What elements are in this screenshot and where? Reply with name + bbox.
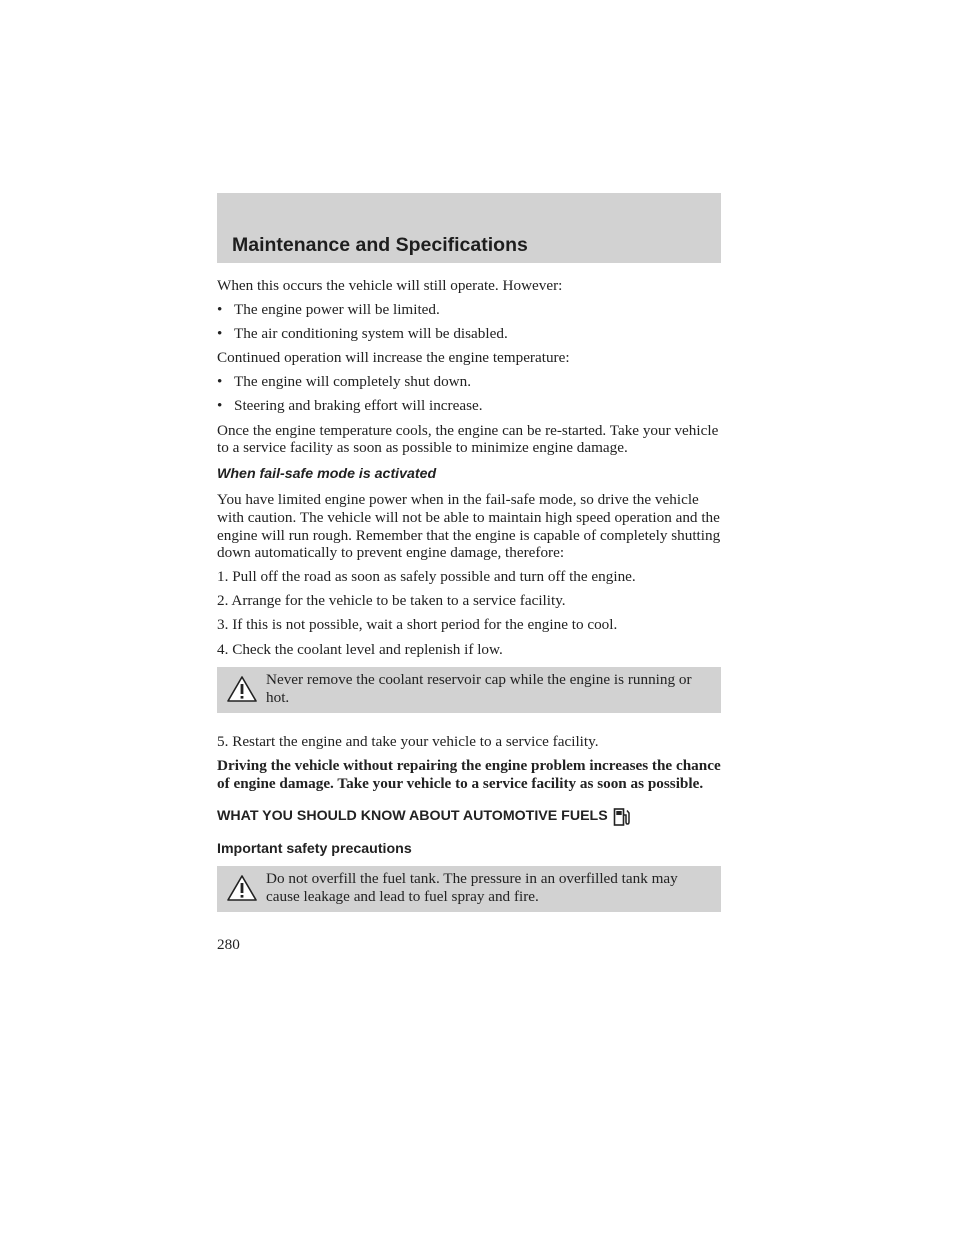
- fuel-pump-icon: [613, 807, 631, 827]
- page-body: [217, 277, 721, 954]
- step-item: 3. If this is not possible, wait a short period for the engine to cool.: [217, 616, 618, 634]
- restart-paragraph: Once the engine temperature cools, the engine can be re-started. Take your vehicle to a service facility as soon as possible to minimize engine damage.: [217, 421, 719, 457]
- warning-box-fuel: [217, 866, 721, 912]
- continued-paragraph: Continued operation will increase the engine temperature:: [217, 349, 570, 367]
- failsafe-paragraph: You have limited engine power when in the fail-safe mode, so drive the vehicle with caution. The vehicle will not be able to maintain high speed operation and the engine will run rough. Remember that the engine is capable of completely shutting down automatically to prevent engine damage, therefore:: [217, 491, 721, 562]
- step-item: 1. Pull off the road as soon as safely possible and turn off the engine.: [217, 568, 636, 586]
- bullet-item: • The engine power will be limited.: [217, 301, 440, 319]
- failsafe-heading: When fail-safe mode is activated: [217, 465, 437, 482]
- intro-paragraph: When this occurs the vehicle will still operate. However:: [217, 277, 563, 294]
- page-number: 280: [217, 936, 240, 954]
- warning-box-coolant: [217, 667, 721, 713]
- warning-text: Never remove the coolant reservoir cap while the engine is running or hot.: [266, 671, 692, 706]
- section-title: Maintenance and Specifications: [232, 234, 528, 256]
- safety-heading: Important safety precautions: [217, 840, 412, 857]
- step-item: 4. Check the coolant level and replenish if low.: [217, 640, 503, 658]
- step-item: 2. Arrange for the vehicle to be taken to a service facility.: [217, 592, 566, 610]
- bold-warning-paragraph: Driving the vehicle without repairing the engine problem increases the chance of engine damage. Take your vehicle to a service facility as soon as possible.: [217, 757, 721, 792]
- section-header: [217, 193, 721, 263]
- bullet-item: • The air conditioning system will be disabled.: [217, 325, 508, 343]
- bullet-item: • The engine will completely shut down.: [217, 373, 472, 391]
- warning-triangle-icon: [217, 874, 266, 902]
- fuels-heading-text: WHAT YOU SHOULD KNOW ABOUT AUTOMOTIVE FUELS: [217, 807, 608, 824]
- warning-text: Do not overfill the fuel tank. The pressure in an overfilled tank may cause leakage and lead to fuel spray and fire.: [266, 870, 678, 905]
- fuels-section-heading: [217, 807, 721, 827]
- manual-page: [217, 193, 721, 954]
- warning-triangle-icon: [217, 675, 266, 703]
- step-item: 5. Restart the engine and take your vehicle to a service facility.: [217, 733, 599, 751]
- bullet-item: • Steering and braking effort will increase.: [217, 397, 483, 415]
